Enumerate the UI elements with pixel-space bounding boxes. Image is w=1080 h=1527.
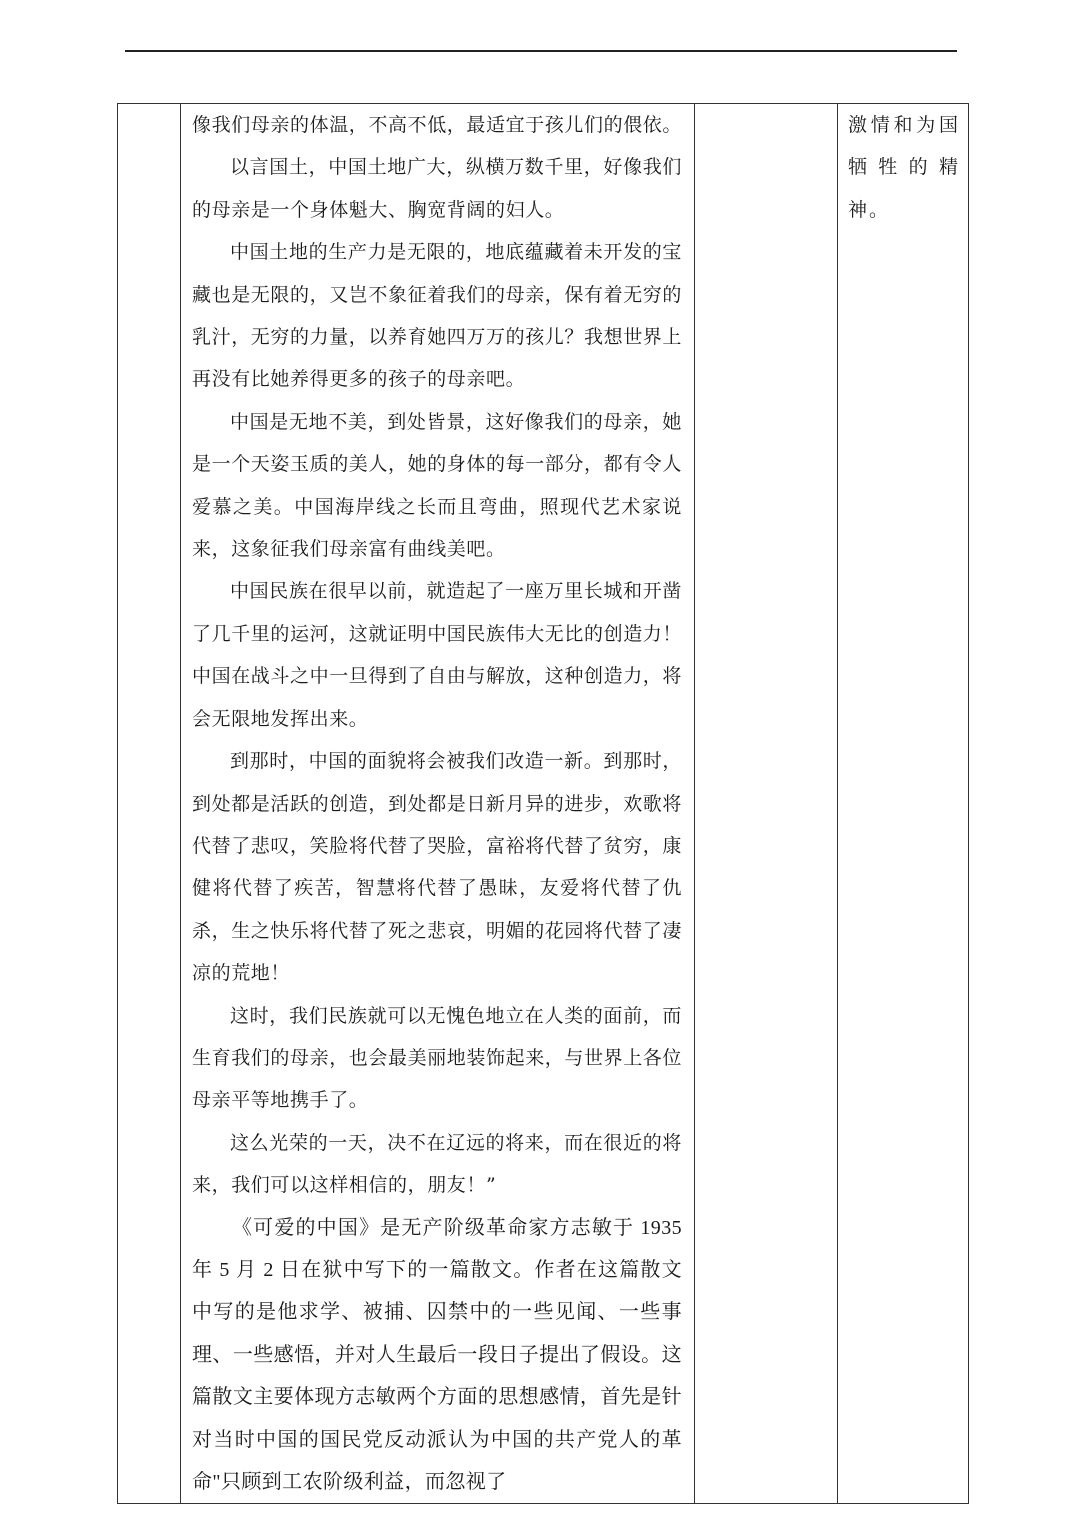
passage-cell bbox=[181, 104, 695, 1504]
side-note bbox=[838, 104, 968, 231]
analysis-paragraph: 《可爱的中国》是无产阶级革命家方志敏于 1935 年 5 月 2 日在狱中写下的一篇散文。作者在这篇散文中写的是他求学、被捕、囚禁中的一些见闻、一些事理、一些感悟，并对人生最后一段日子提出了假设。这篇散文主要体现方志敏两个方面的思想感情，首先是针对当时中国的国民党反动派认为中国的共产党人的革命"只顾到工农阶级利益，而忽视了 bbox=[192, 1216, 682, 1493]
passage-paragraph: 这么光荣的一天，决不在辽远的将来，而在很近的将来，我们可以这样相信的，朋友！” bbox=[192, 1131, 682, 1197]
passage-paragraph: 以言国土，中国土地广大，纵横万数千里，好像我们的母亲是一个身体魁大、胸宽背阔的妇人。 bbox=[192, 156, 682, 221]
header-rule bbox=[125, 50, 957, 52]
passage-paragraph: 中国是无地不美，到处皆景，这好像我们的母亲，她是一个天姿玉质的美人，她的身体的每一部分，都有令人爱慕之美。中国海岸线之长而且弯曲，照现代艺术家说来，这象征我们母亲富有曲线美吧。 bbox=[192, 410, 683, 561]
table-row bbox=[118, 104, 969, 1504]
passage-text bbox=[181, 104, 694, 1503]
passage-paragraph: 这时，我们民族就可以无愧色地立在人类的面前，而生育我们的母亲，也会最美丽地装饰起来，与世界上各位母亲平等地携手了。 bbox=[192, 1004, 683, 1112]
side-note-text: 激情和为国牺牲的精神。 bbox=[848, 114, 960, 221]
note-cell bbox=[838, 104, 969, 1504]
lesson-table bbox=[117, 103, 969, 1504]
empty-cell bbox=[695, 104, 838, 1504]
passage-paragraph: 像我们母亲的体温，不高不低，最适宜于孩儿们的偎依。 bbox=[192, 114, 683, 136]
passage-paragraph: 到那时，中国的面貌将会被我们改造一新。到那时，到处都是活跃的创造，到处都是日新月异的进步，欢歌将代替了悲叹，笑脸将代替了哭脸，富裕将代替了贫穷，康健将代替了疾苦，智慧将代替了愚昧，友爱将代替了仇杀，生之快乐将代替了死之悲哀，明媚的花园将代替了凄凉的荒地！ bbox=[192, 750, 683, 985]
passage-paragraph: 中国民族在很早以前，就造起了一座万里长城和开凿了几千里的运河，这就证明中国民族伟大无比的创造力！中国在战斗之中一旦得到了自由与解放，这种创造力，将会无限地发挥出来。 bbox=[192, 580, 683, 730]
passage-paragraph: 中国土地的生产力是无限的，地底蕴藏着未开发的宝藏也是无限的，又岂不象征着我们的母亲，保有着无穷的乳汁，无穷的力量，以养育她四万万的孩儿？我想世界上再没有比她养得更多的孩子的母亲吧。 bbox=[192, 241, 683, 391]
empty-cell bbox=[118, 104, 181, 1504]
